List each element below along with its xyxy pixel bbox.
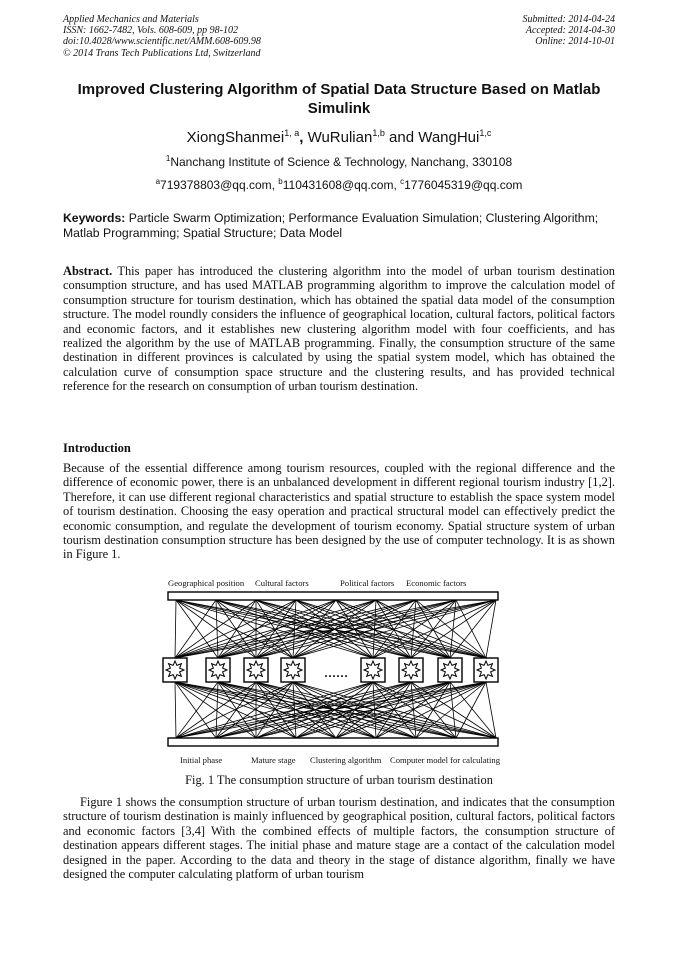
email-superscript: c (400, 177, 405, 186)
author-list (0, 128, 678, 146)
bottom-label-initial: Initial phase (180, 755, 223, 765)
edge-line (175, 682, 176, 738)
introduction-heading: Introduction (63, 441, 131, 455)
bottom-label-computer: Computer model for calculating (390, 755, 501, 765)
submission-dates (523, 14, 616, 48)
node-star (477, 661, 495, 679)
node-star (209, 661, 227, 679)
email-address: 719378803@qq.com, (160, 178, 279, 192)
journal-doi: doi:10.4028/www.scientific.net/AMM.608-609.98 (63, 36, 261, 48)
edge-line (486, 600, 496, 658)
node-star (247, 661, 265, 679)
email-superscript: b (278, 177, 283, 186)
node-star (166, 661, 184, 679)
node-star (441, 661, 459, 679)
author-name: XiongShanmei (186, 129, 285, 146)
email-address: 1776045319@qq.com (404, 178, 523, 192)
bottom-label-mature: Mature stage (251, 755, 296, 765)
introduction-paragraph: Because of the essential difference among tourism resources, coupled with the regional difference and the difference of economic power, there is an unbalanced development in different regional tourism industry [1,2]. Therefore, it can use different regional characteristics and spatial structure to establish the space system model of tourism destination. Choosing the easy operation and practical structural model can effectively predict the economic consumption, and regulate the development of tourism economy. Spatial structure system of urban tourism destination consumption structure has been designed by the use of computer technology. It is as shown in Figure 1. (63, 461, 615, 562)
keywords (63, 211, 615, 240)
journal-info (63, 14, 261, 59)
top-label-cultural: Cultural factors (255, 578, 309, 588)
author-superscript: 1,b (372, 128, 385, 138)
author-name: WangHui (418, 129, 480, 146)
journal-issn: ISSN: 1662-7482, Vols. 608-609, pp 98-102 (63, 25, 238, 37)
top-bar (168, 592, 498, 600)
edge-line (336, 682, 373, 738)
figure-1 (158, 578, 528, 768)
journal-name: Applied Mechanics and Materials (63, 14, 199, 25)
node-star (364, 661, 382, 679)
author-superscript: 1,c (479, 128, 492, 138)
body-paragraph: Figure 1 shows the consumption structure of urban tourism destination, and indicates that the consumption structure of tourism destination is mainly influenced by geographical position, cultural factors, political factors and economic factors [3,4] With the combined effects of multiple factors, the consumption structure of destination appears different stages. The initial phase and mature stage are a contact of the calculation model designed in the paper. According to the data and theory in the stage of distance algorithm, finally we have designed the computer calculating platform of urban tourism (63, 795, 615, 882)
email-list (0, 177, 678, 192)
top-label-geographical: Geographical position (168, 578, 245, 588)
keywords-label: Keywords: (63, 211, 126, 225)
accepted-date: Accepted: 2014-04-30 (525, 25, 615, 37)
affiliation (0, 154, 678, 169)
bottom-label-clustering: Clustering algorithm (310, 755, 382, 765)
edge-line (175, 600, 176, 658)
edge-line (336, 600, 373, 658)
journal-copyright: © 2014 Trans Tech Publications Ltd, Switzerland (63, 47, 261, 59)
abstract (63, 264, 615, 394)
top-label-economic: Economic factors (406, 578, 467, 588)
node-ellipsis: …… (324, 666, 348, 680)
author-separator: , (299, 129, 308, 146)
edge-line (486, 682, 496, 738)
node-star (284, 661, 302, 679)
affiliation-superscript: 1 (165, 154, 171, 163)
submitted-date: Submitted: 2014-04-24 (522, 14, 615, 25)
abstract-label: Abstract. (63, 264, 113, 278)
keywords-text: Particle Swarm Optimization; Performance Evaluation Simulation; Clustering Algorithm; Matlab Programming; Spatial Structure; Data Model (63, 211, 599, 240)
affiliation-text: Nanchang Institute of Science & Technology, Nanchang, 330108 (170, 155, 513, 169)
abstract-text: This paper has introduced the clustering algorithm into the model of urban tourism destination consumption structure, and has used MATLAB programming algorithm to improve the calculation model of consumption structure for tourism destination, which has obtained the spatial data model of the consumption structure. The model roundly considers the influence of geographical location, cultural factors, political factors and economic factors, and it establishes new clustering algorithm model with four coefficients, and has realized the algorithm by the use of MATLAB programming. Finally, the consumption structure of the same destination in different provinces is calculated by using the spatial system model, which has obtained the calculation curve of consumption space structure and the clustering results, and has provided technical reference for the research on consumption of urban tourism destination. (63, 264, 615, 394)
paper-title: Improved Clustering Algorithm of Spatial Data Structure Based on Matlab Simulink (77, 81, 601, 117)
network-diagram (158, 578, 528, 768)
author-separator: and (384, 129, 419, 146)
node-star (402, 661, 420, 679)
online-date: Online: 2014-10-01 (535, 36, 615, 48)
figure-caption: Fig. 1 The consumption structure of urban tourism destination (185, 773, 493, 787)
top-label-political: Political factors (340, 578, 395, 588)
author-name: WuRulian (307, 129, 373, 146)
edge-line (456, 682, 486, 738)
bottom-bar (168, 738, 498, 746)
email-address: 110431608@qq.com, (282, 178, 401, 192)
email-superscript: a (155, 177, 161, 186)
author-superscript: 1, a (284, 128, 300, 138)
edge-line (456, 600, 486, 658)
